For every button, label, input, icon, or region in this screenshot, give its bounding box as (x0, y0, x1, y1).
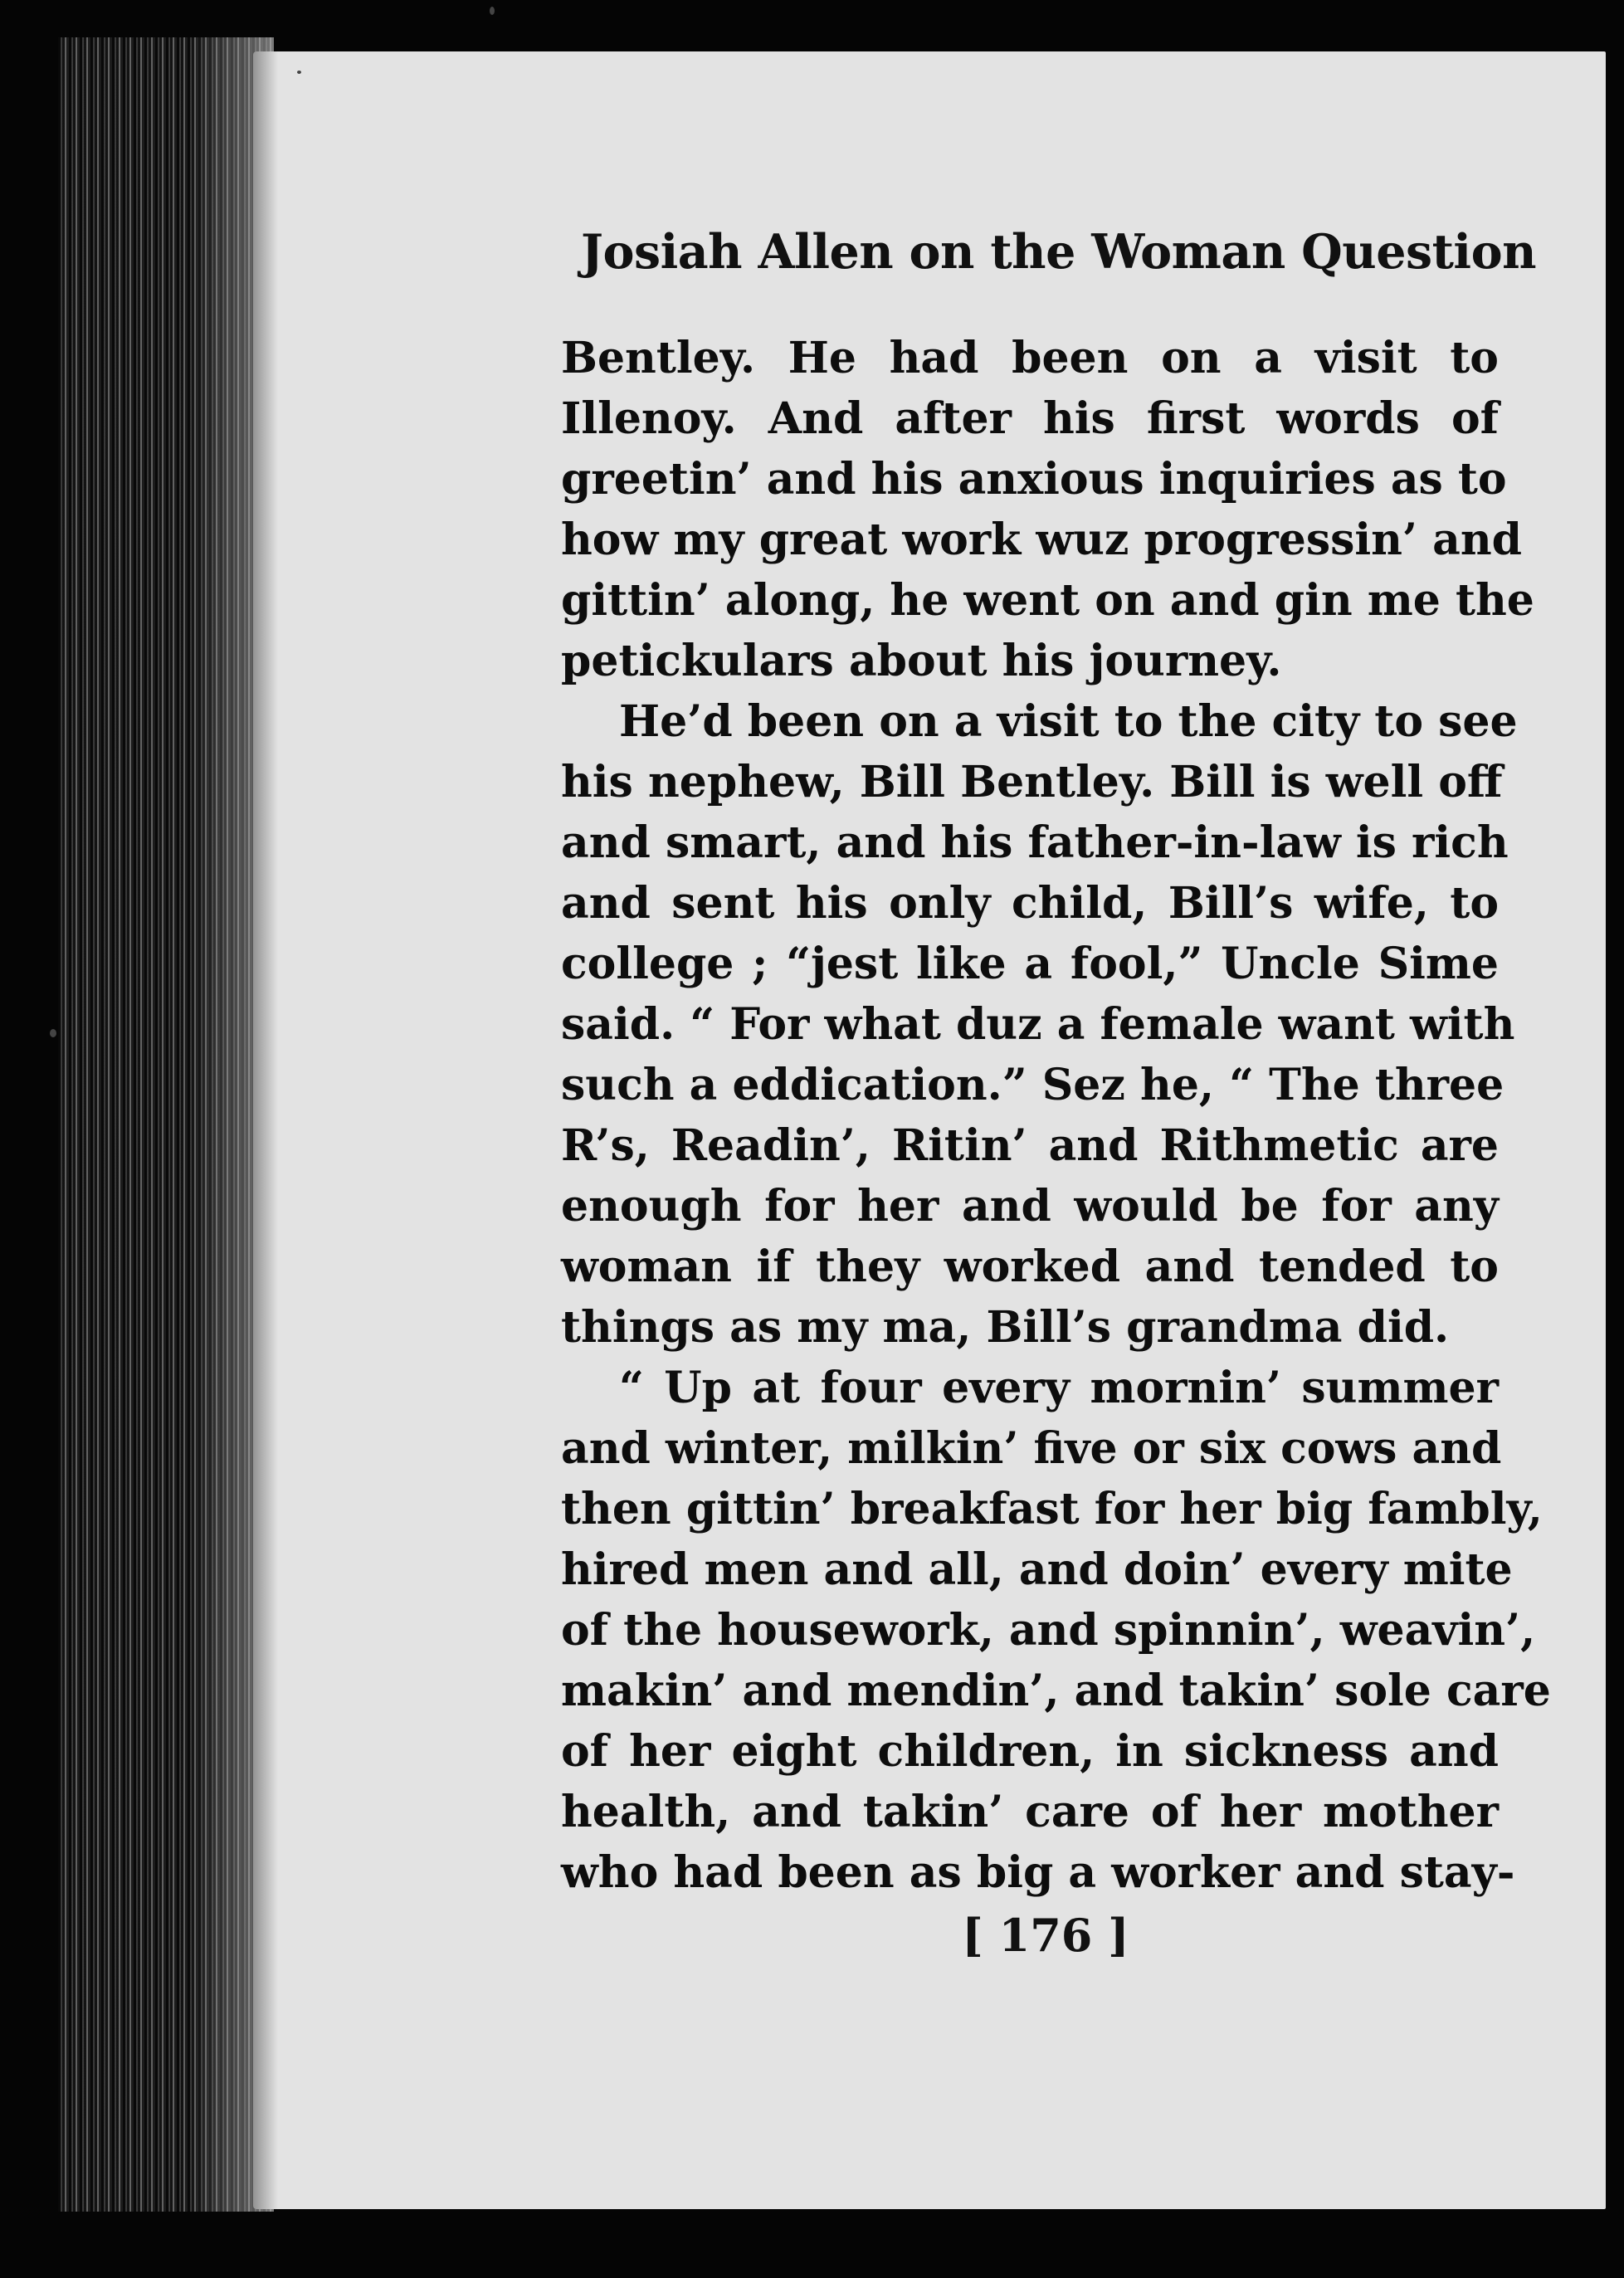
text-line: health, and takin’ care of her mother (561, 1787, 1499, 1837)
text-line: makin’ and mendin’, and takin’ sole care (561, 1666, 1551, 1716)
text-line: Bentley. He had been on a visit to (561, 333, 1499, 383)
page-number: [ 176 ] (962, 1909, 1129, 1962)
scan-speck (297, 71, 301, 74)
text-line: of her eight children, in sickness and (561, 1726, 1499, 1777)
text-line: He’d been on a visit to the city to see (619, 696, 1518, 747)
text-line: woman if they worked and tended to (561, 1241, 1499, 1292)
body-text (561, 328, 1551, 1903)
text-line: his nephew, Bill Bentley. Bill is well off (561, 757, 1503, 807)
text-line: things as my ma, Bill’s grandma did. (561, 1302, 1450, 1353)
text-line: “ Up at four every mornin’ summer (619, 1363, 1499, 1413)
text-line: enough for her and would be for any (561, 1181, 1499, 1232)
text-line: college ; “jest like a fool,” Uncle Sime (561, 939, 1499, 989)
text-line: said. “ For what duz a female want with (561, 999, 1515, 1050)
scan-speck (490, 7, 495, 15)
page-gutter-shadow (253, 51, 278, 2209)
text-line: who had been as big a worker and stay- (561, 1847, 1515, 1898)
text-line: and smart, and his father-in-law is rich (561, 817, 1509, 868)
text-line: gittin’ along, he went on and gin me the (561, 575, 1534, 626)
text-line: such a eddication.” Sez he, “ The three (561, 1060, 1505, 1110)
text-line: of the housework, and spinnin’, weavin’, (561, 1605, 1536, 1656)
text-line: and sent his only child, Bill’s wife, to (561, 878, 1499, 929)
text-line: then gittin’ breakfast for her big fambly, (561, 1484, 1543, 1534)
text-line: and winter, milkin’ five or six cows and (561, 1423, 1502, 1474)
scan-speck (50, 1029, 56, 1037)
running-head: Josiah Allen on the Woman Question (581, 224, 1537, 280)
text-line: R’s, Readin’, Ritin’ and Rithmetic are (561, 1120, 1499, 1171)
text-line: hired men and all, and doin’ every mite (561, 1544, 1513, 1595)
text-line: petickulars about his journey. (561, 636, 1282, 686)
text-line: how my great work wuz progressin’ and (561, 515, 1522, 565)
text-line: greetin’ and his anxious inquiries as to (561, 454, 1507, 505)
text-line: Illenoy. And after his first words of (561, 393, 1499, 444)
